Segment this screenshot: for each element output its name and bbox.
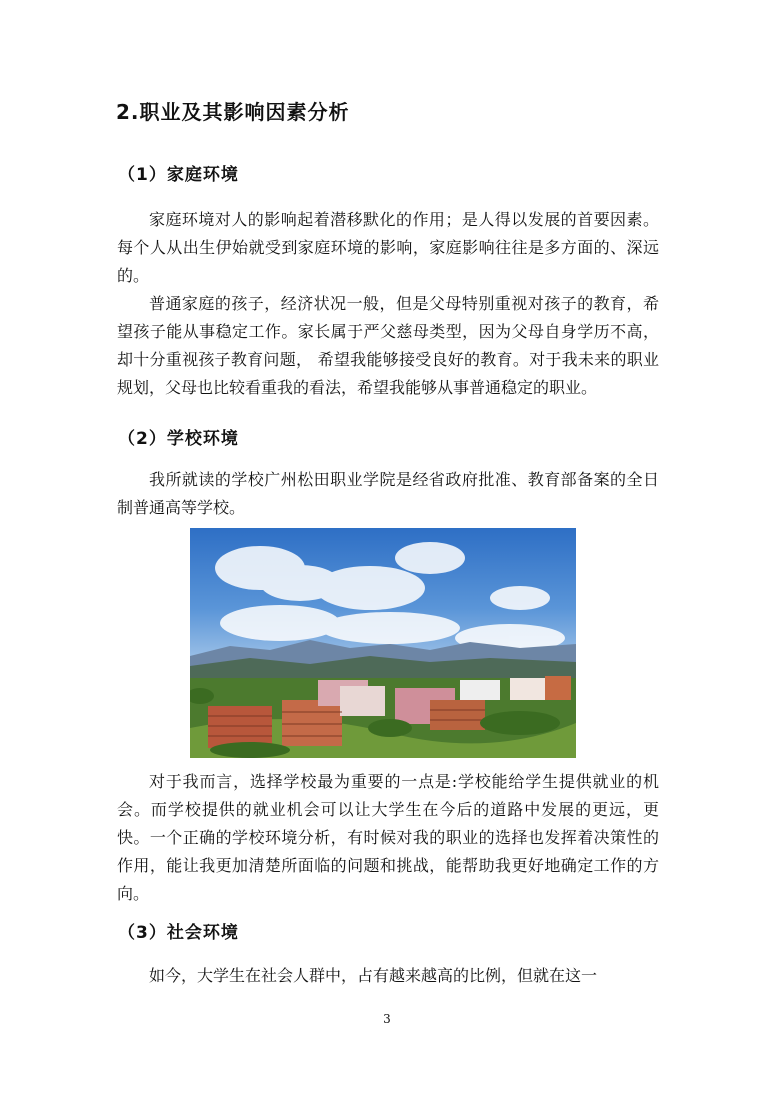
subheading-social-environment: （3）社会环境 — [118, 923, 239, 943]
paragraph-family-2: 普通家庭的孩子，经济状况一般，但是父母特别重视对孩子的教育，希望孩子能从事稳定工作。家长属于严父慈母类型，因为父母自身学历不高，却十分重视孩子教育问题， 希望我能够接受良好的教育。对于我未来的职业规划，父母也比较看重我的看法，希望我能够从事普通稳定的职业。 — [117, 294, 659, 397]
subheading-family-environment: （1）家庭环境 — [118, 165, 239, 185]
paragraph-social-1: 如今，大学生在社会人群中，占有越来越高的比例，但就在这一 — [149, 966, 598, 985]
subheading-school-environment: （2）学校环境 — [118, 429, 239, 449]
page-number: 3 — [383, 1012, 391, 1026]
paragraph-family-1: 家庭环境对人的影响起着潜移默化的作用；是人得以发展的首要因素。每个人从出生伊始就受到家庭环境的影响，家庭影响往往是多方面的、深远的。 — [117, 210, 659, 285]
paragraph-school-1: 我所就读的学校广州松田职业学院是经省政府批准、教育部备案的全日制普通高等学校。 — [117, 470, 659, 517]
campus-photo — [190, 528, 576, 758]
paragraph-school-2: 对于我而言，选择学校最为重要的一点是:学校能给学生提供就业的机会。而学校提供的就业机会可以让大学生在今后的道路中发展的更远，更快。一个正确的学校环境分析，有时候对我的职业的选择也发挥着决策性的作用，能让我更加清楚所面临的问题和挑战，能帮助我更好地确定工作的方向。 — [117, 772, 659, 903]
section-title: 2.职业及其影响因素分析 — [116, 100, 350, 124]
